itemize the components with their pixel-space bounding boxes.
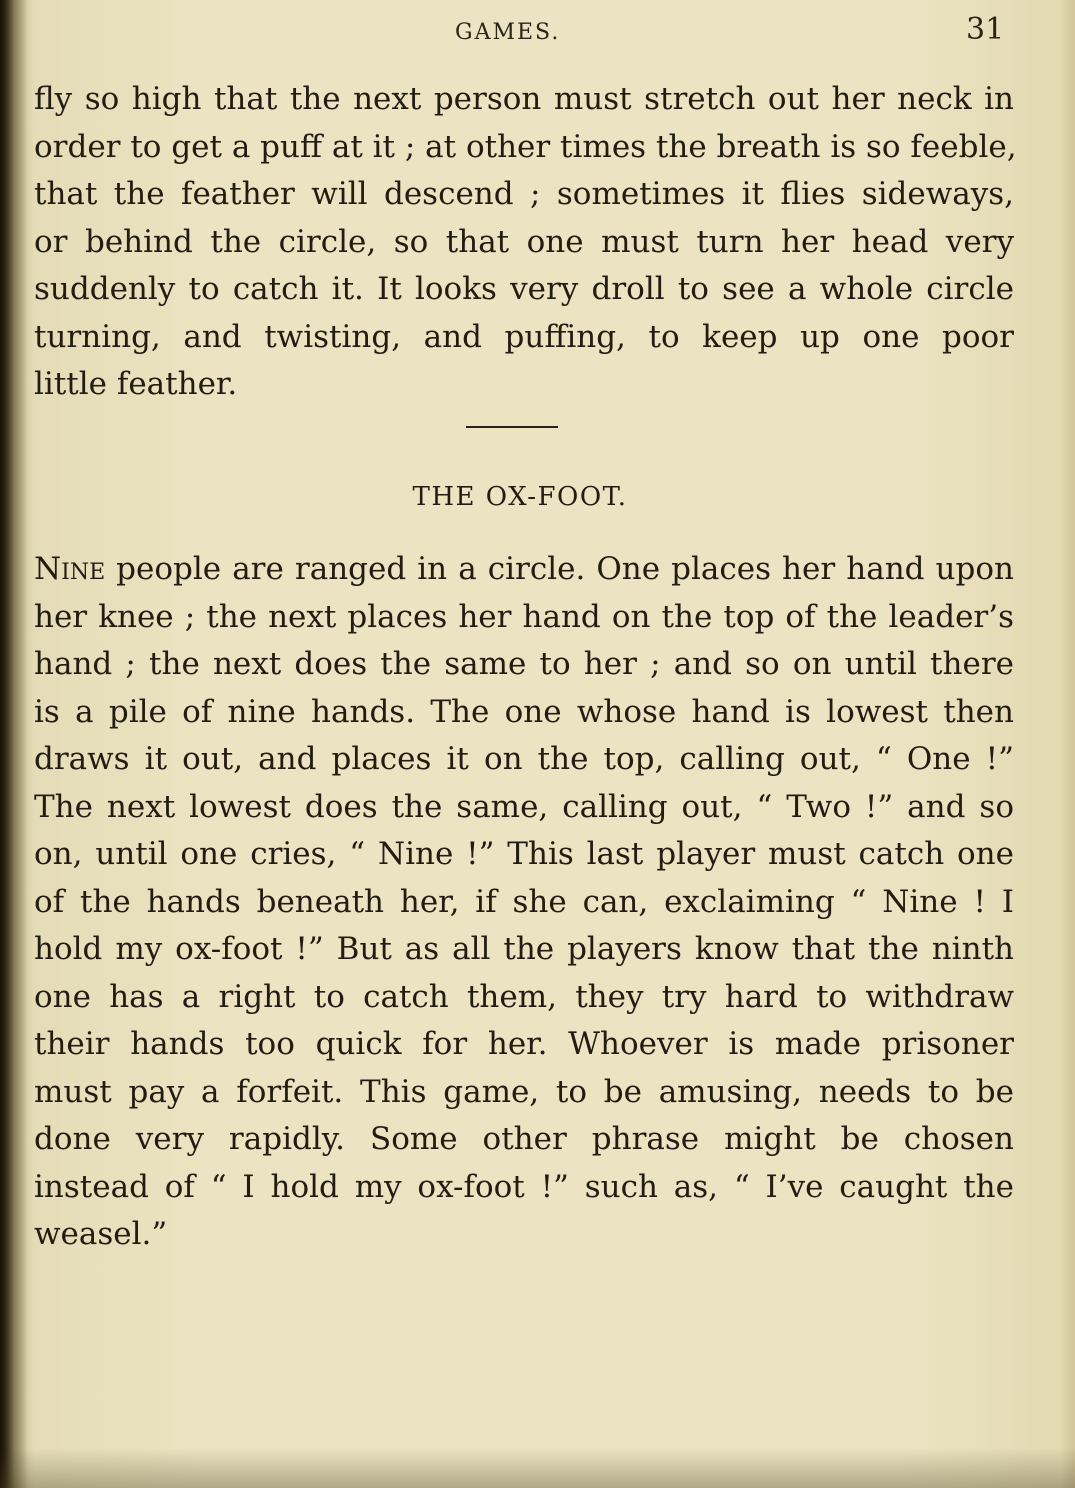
page-number: 31 <box>966 12 1005 47</box>
text-line: weasel.” <box>34 1216 168 1252</box>
section-divider <box>466 426 558 428</box>
text-line: must pay a forfeit. This game, to be amusing, needs to be <box>34 1073 1014 1110</box>
drop-word: Nine <box>34 551 106 587</box>
text-line: instead of “ I hold my ox-foot !” such as, “ I’ve caught the <box>34 1168 1014 1205</box>
text-line: their hands too quick for her. Whoever is made prisoner <box>34 1026 1014 1062</box>
text-line: little feather. <box>34 366 238 402</box>
text-line: that the feather will descend ; sometimes it flies sideways, <box>34 176 1014 212</box>
text-line: or behind the circle, so that one must turn her head very <box>34 223 1014 260</box>
continuation-paragraph <box>34 76 1017 409</box>
text-line: one has a right to catch them, they try hard to withdraw <box>34 978 1014 1015</box>
text-line: The next lowest does the same, calling out, “ Two !” and so <box>34 788 1014 825</box>
text-line <box>34 546 1014 594</box>
text-line: order to get a puff at it ; at other times the breath is so feeble, <box>34 128 1017 165</box>
text-line: hold my ox-foot !” But as all the players know that the ninth <box>34 931 1014 967</box>
text-line: turning, and twisting, and puffing, to keep up one poor <box>34 318 1014 355</box>
running-head: GAMES. <box>455 20 561 45</box>
text-line: is a pile of nine hands. The one whose hand is lowest then <box>34 693 1014 730</box>
section-title: THE OX-FOOT. <box>412 482 628 512</box>
ox-foot-paragraph <box>34 546 1014 1259</box>
text-line: of the hands beneath her, if she can, exclaiming “ Nine ! I <box>34 883 1014 920</box>
text-line: her knee ; the next places her hand on the top of the leader’s <box>34 598 1014 635</box>
text-line: done very rapidly. Some other phrase might be chosen <box>34 1121 1014 1157</box>
text-line: fly so high that the next person must stretch out her neck in <box>34 81 1014 117</box>
text-line: hand ; the next does the same to her ; and so on until there <box>34 646 1014 682</box>
text-line: suddenly to catch it. It looks very droll to see a whole circle <box>34 271 1014 307</box>
text-line: on, until one cries, “ Nine !” This last player must catch one <box>34 836 1014 872</box>
first-line-rest: people are ranged in a circle. One places her hand upon <box>105 551 1014 587</box>
spine-shadow <box>0 0 30 1488</box>
page-header <box>0 12 1075 52</box>
text-line: draws it out, and places it on the top, calling out, “ One !” <box>34 741 1014 777</box>
